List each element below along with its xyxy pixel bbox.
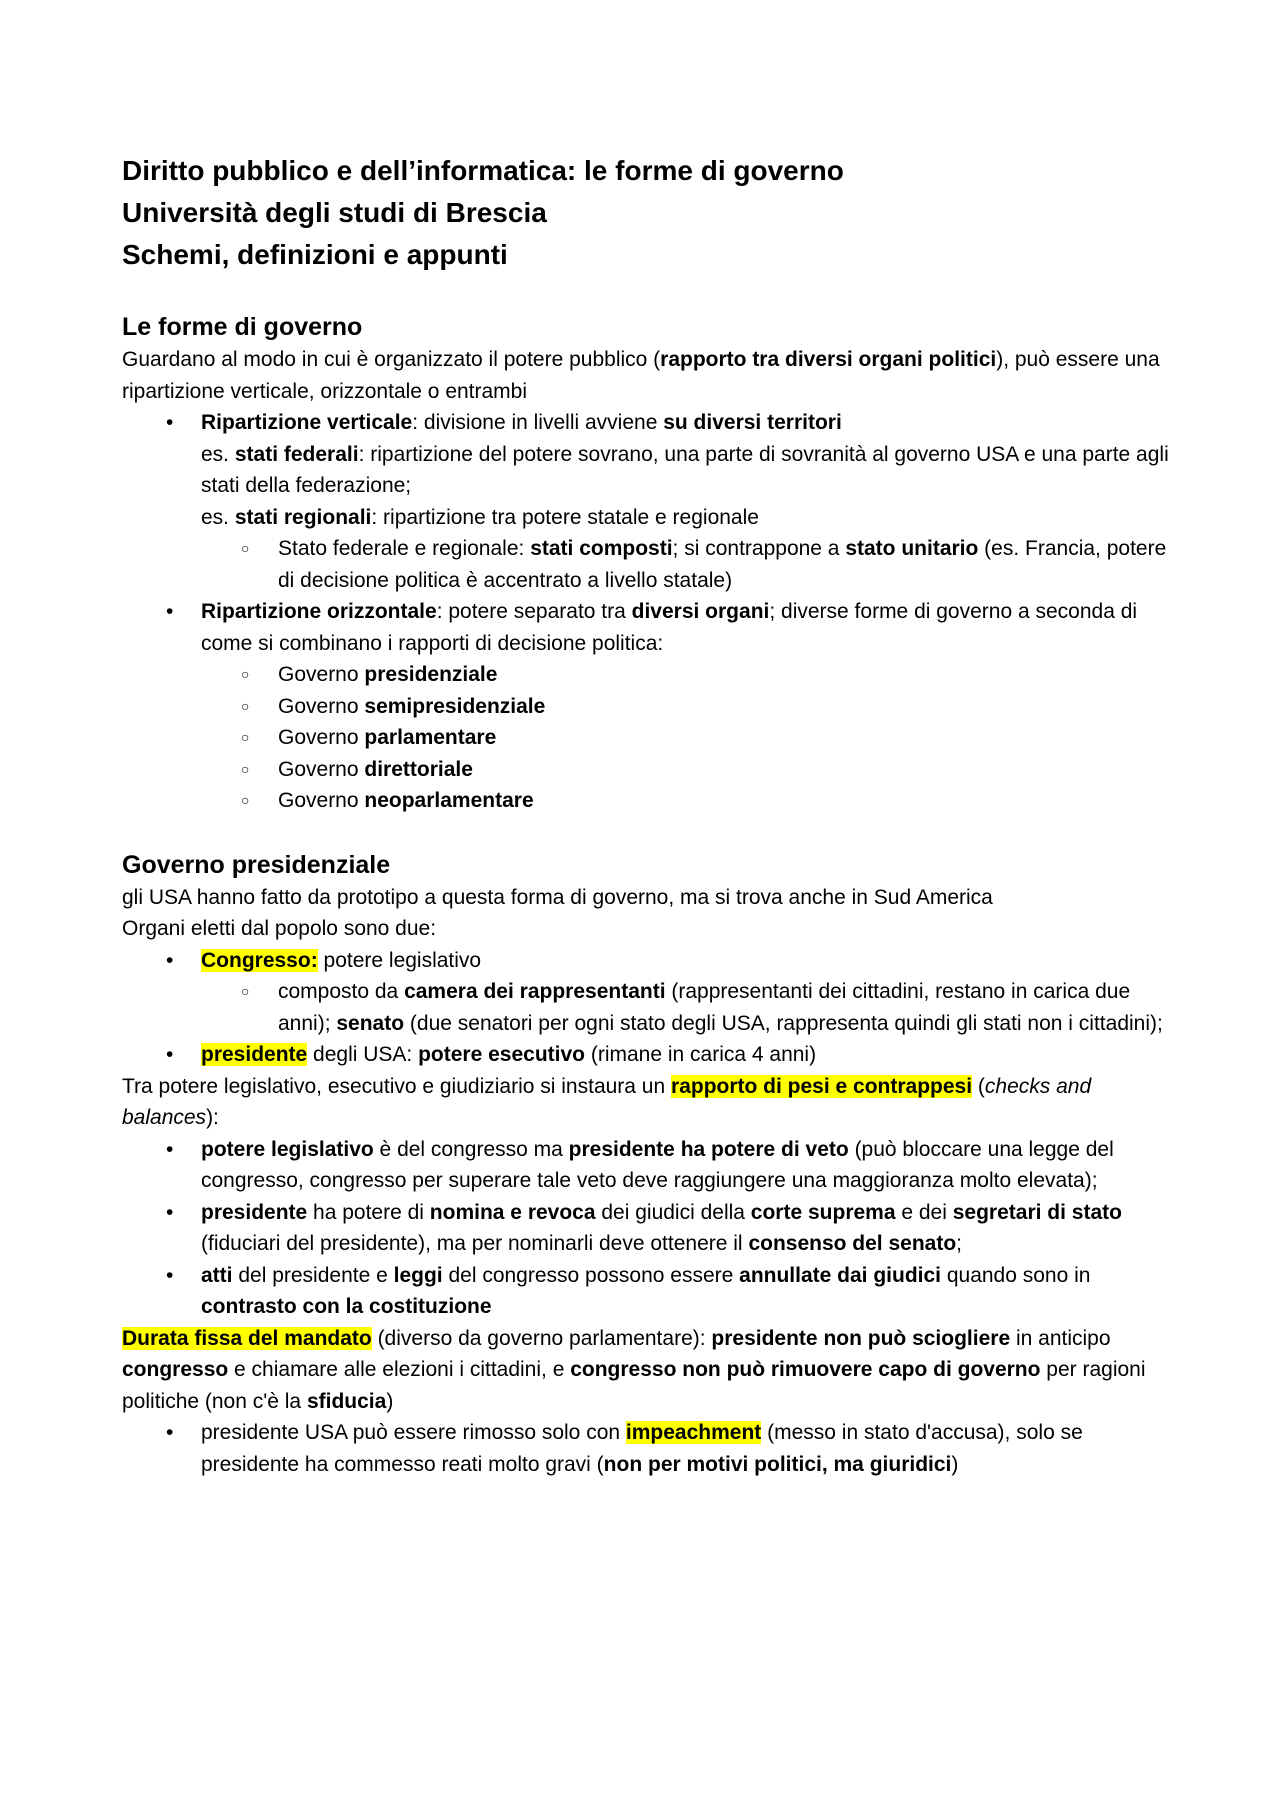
document-title (122, 150, 1172, 276)
title-line-1: Diritto pubblico e dell’informatica: le forme di governo (122, 155, 844, 186)
paragraph: Guardano al modo in cui è organizzato il potere pubblico (rapporto tra diversi organi politici), può essere una ripartizione verticale, orizzontale o entrambi (122, 348, 1160, 403)
list-item: • potere legislativo è del congresso ma presidente ha potere di veto (può bloccare una legge del congresso, congresso per superare tale veto deve raggiungere una maggioranza molto elevata); (122, 1134, 1172, 1197)
sub-list-item: ○ Governo direttoriale (122, 754, 1172, 786)
bullet-list (122, 1039, 1172, 1071)
sub-list (122, 533, 1172, 596)
sub-list-item: ○ Stato federale e regionale: stati composti; si contrappone a stato unitario (es. Francia, potere di decisione politica è accentrato a livello statale) (122, 533, 1172, 596)
paragraph: gli USA hanno fatto da prototipo a questa forma di governo, ma si trova anche in Sud America (122, 885, 993, 909)
section-governo-presidenziale (122, 848, 1172, 1481)
sub-list-forms (122, 659, 1172, 817)
sub-list-item: ○ Governo presidenziale (122, 659, 1172, 691)
highlight: Durata fissa del mandato (122, 1326, 372, 1350)
paragraph: Durata fissa del mandato (diverso da governo parlamentare): presidente non può sciogliere in anticipo congresso e chiamare alle elezioni i cittadini, e congresso non può rimuovere capo di governo per ragioni politiche (non c'è la sfiducia) (122, 1326, 1146, 1413)
section-forme-di-governo (122, 310, 1172, 817)
highlight: presidente (201, 1043, 308, 1066)
bullet-list (122, 1134, 1172, 1323)
sub-list-item: ○ Governo parlamentare (122, 722, 1172, 754)
section-heading: Governo presidenziale (122, 850, 391, 879)
list-item: • presidente ha potere di nomina e revoca dei giudici della corte suprema e dei segretari di stato (fiduciari del presidente), ma per nominarli deve ottenere il consenso del senato; (122, 1197, 1172, 1260)
list-item: • Congresso: potere legislativo (122, 945, 1172, 977)
title-line-3: Schemi, definizioni e appunti (122, 239, 508, 270)
sub-list (122, 976, 1172, 1039)
sub-list-item: ○ Governo neoparlamentare (122, 785, 1172, 817)
list-item: • Ripartizione verticale: divisione in livelli avviene su diversi territori (122, 407, 1172, 439)
example-line: es. stati regionali: ripartizione tra potere statale e regionale (201, 505, 759, 529)
bullet-list (122, 596, 1172, 659)
paragraph: Organi eletti dal popolo sono due: (122, 917, 437, 940)
sub-list-item: ○ composto da camera dei rappresentanti (rappresentanti dei cittadini, restano in carica due anni); senato (due senatori per ogni stato degli USA, rappresenta quindi gli stati non i cittadini); (122, 976, 1172, 1039)
paragraph: Tra potere legislativo, esecutivo e giudiziario si instaura un rapporto di pesi e contrappesi (checks and balances): (122, 1074, 1092, 1129)
bullet-list (122, 407, 1172, 439)
highlight: Congresso: (201, 948, 318, 972)
document-page (122, 150, 1172, 1480)
example-line: es. stati federali: ripartizione del potere sovrano, una parte di sovranità al governo USA e una parte agli stati della federazione; (201, 442, 1169, 497)
list-item: • Ripartizione orizzontale: potere separato tra diversi organi; diverse forme di governo a seconda di come si combinano i rapporti di decisione politica: (122, 596, 1172, 659)
list-item: • atti del presidente e leggi del congresso possono essere annullate dai giudici quando sono in contrasto con la costituzione (122, 1260, 1172, 1323)
list-item: • presidente degli USA: potere esecutivo (rimane in carica 4 anni) (122, 1039, 1172, 1071)
bullet-list (122, 945, 1172, 977)
sub-list-item: ○ Governo semipresidenziale (122, 691, 1172, 723)
title-line-2: Università degli studi di Brescia (122, 197, 547, 228)
list-item: • presidente USA può essere rimosso solo con impeachment (messo in stato d'accusa), solo se presidente ha commesso reati molto gravi (non per motivi politici, ma giuridici) (122, 1417, 1172, 1480)
section-heading: Le forme di governo (122, 313, 363, 341)
bullet-list (122, 1417, 1172, 1480)
highlight: impeachment (625, 1421, 762, 1444)
highlight: rapporto di pesi e contrappesi (671, 1074, 973, 1098)
